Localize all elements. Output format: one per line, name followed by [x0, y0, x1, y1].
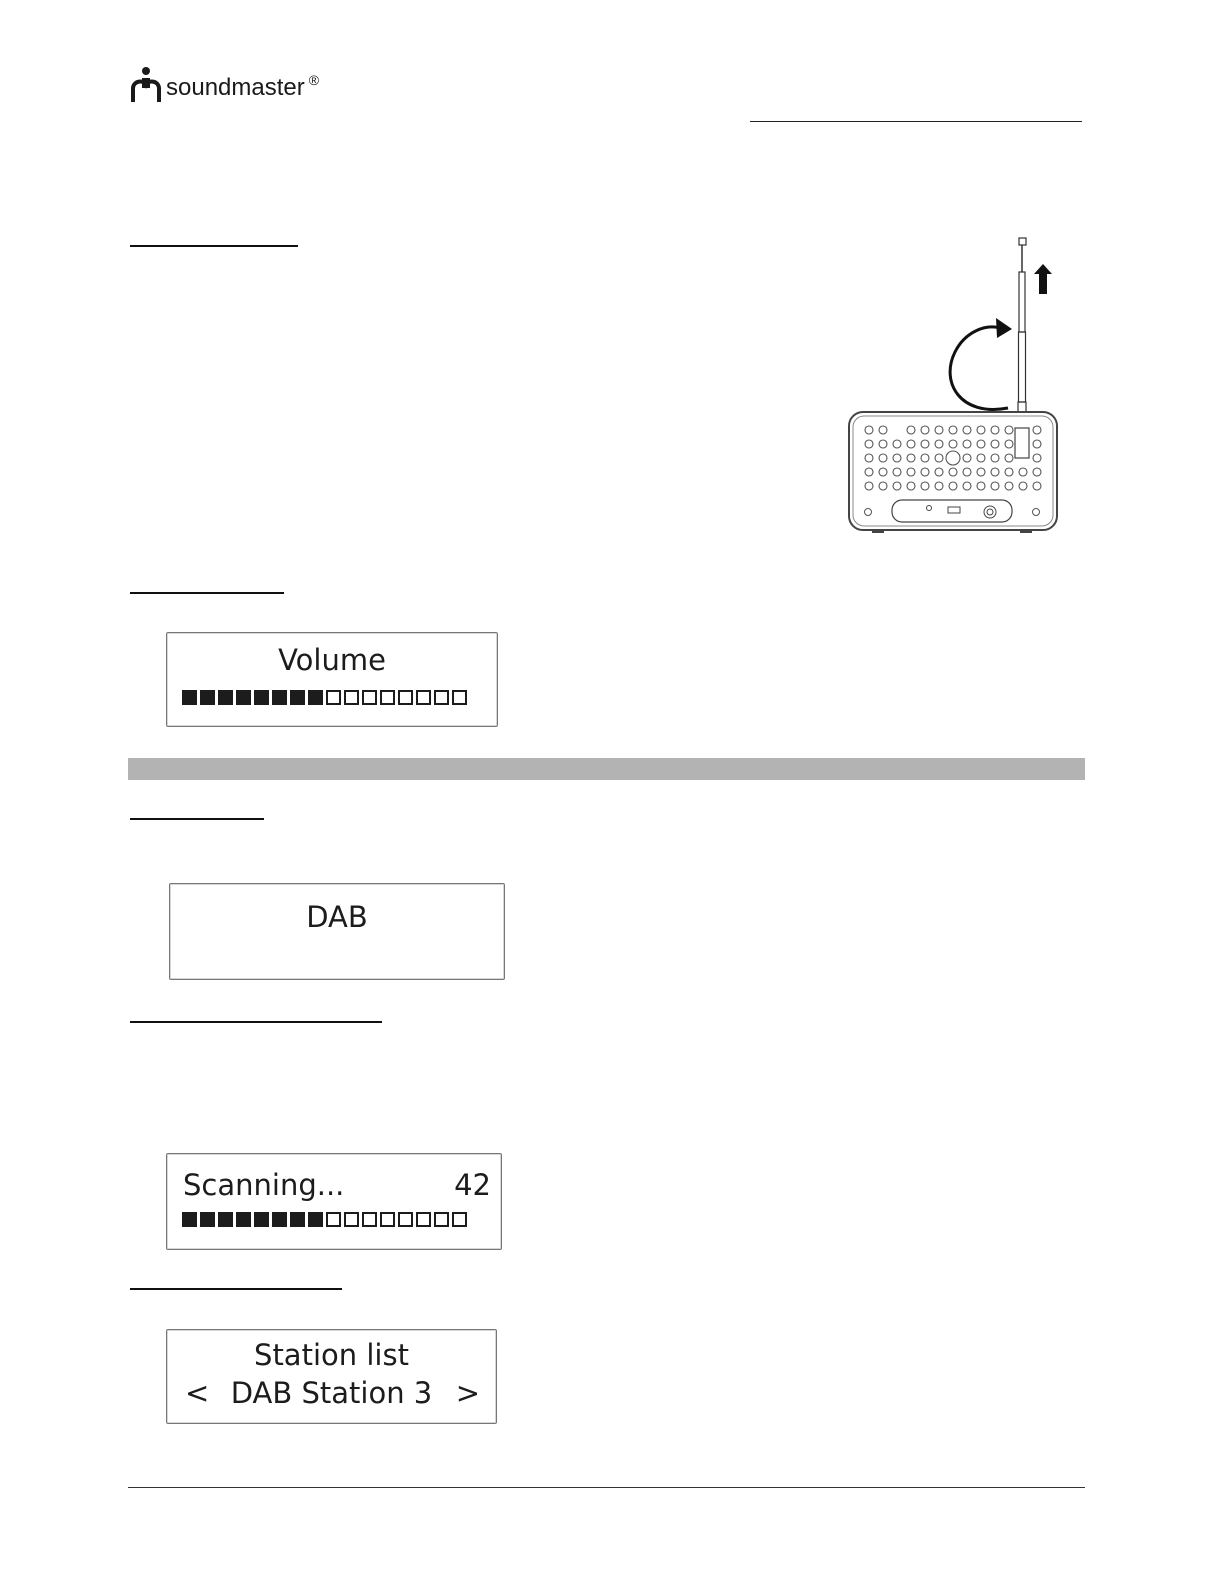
scan-display — [166, 1153, 502, 1250]
next-arrow: > — [455, 1376, 480, 1410]
section-heading-underline — [130, 818, 264, 820]
level-segment — [362, 690, 377, 705]
footer-rule — [128, 1487, 1085, 1488]
level-segment — [326, 690, 341, 705]
section-heading-underline — [130, 245, 298, 247]
scan-count: 42 — [454, 1168, 491, 1202]
level-segment — [254, 690, 269, 705]
station-name: DAB Station 3 — [230, 1376, 433, 1410]
level-segment — [182, 690, 197, 705]
section-heading-underline — [130, 1288, 342, 1290]
level-segment — [344, 690, 359, 705]
header-rule — [750, 121, 1082, 122]
level-segment — [416, 1212, 431, 1227]
level-segment — [182, 1212, 197, 1227]
level-segment — [290, 1212, 305, 1227]
scan-progress-bar — [182, 1212, 467, 1227]
section-heading-underline — [130, 592, 284, 594]
volume-title: Volume — [278, 643, 386, 677]
prev-arrow: < — [185, 1376, 210, 1410]
level-segment — [218, 1212, 233, 1227]
level-segment — [398, 1212, 413, 1227]
brand-name: soundmaster — [166, 74, 305, 101]
soundmaster-logo-icon — [130, 66, 162, 104]
level-segment — [326, 1212, 341, 1227]
section-divider-band — [128, 758, 1085, 780]
level-segment — [272, 690, 287, 705]
level-segment — [362, 1212, 377, 1227]
level-segment — [254, 1212, 269, 1227]
level-segment — [434, 690, 449, 705]
level-segment — [308, 690, 323, 705]
volume-level-bar — [182, 690, 467, 705]
level-segment — [398, 690, 413, 705]
level-segment — [452, 690, 467, 705]
level-segment — [380, 1212, 395, 1227]
level-segment — [218, 690, 233, 705]
mode-title: DAB — [306, 900, 368, 934]
level-segment — [434, 1212, 449, 1227]
level-segment — [380, 690, 395, 705]
level-segment — [200, 1212, 215, 1227]
scan-label: Scanning... — [183, 1168, 345, 1202]
station-display — [166, 1329, 497, 1424]
level-segment — [236, 690, 251, 705]
level-segment — [416, 690, 431, 705]
section-heading-underline — [130, 1021, 382, 1023]
level-segment — [236, 1212, 251, 1227]
mode-display — [169, 883, 505, 980]
station-list-title: Station list — [254, 1338, 409, 1372]
level-segment — [344, 1212, 359, 1227]
brand-logo — [130, 66, 319, 104]
volume-display — [166, 632, 498, 727]
level-segment — [200, 690, 215, 705]
level-segment — [272, 1212, 287, 1227]
level-segment — [290, 690, 305, 705]
registered-mark: ® — [308, 72, 320, 88]
level-segment — [452, 1212, 467, 1227]
radio-antenna-illustration — [840, 232, 1070, 542]
level-segment — [308, 1212, 323, 1227]
